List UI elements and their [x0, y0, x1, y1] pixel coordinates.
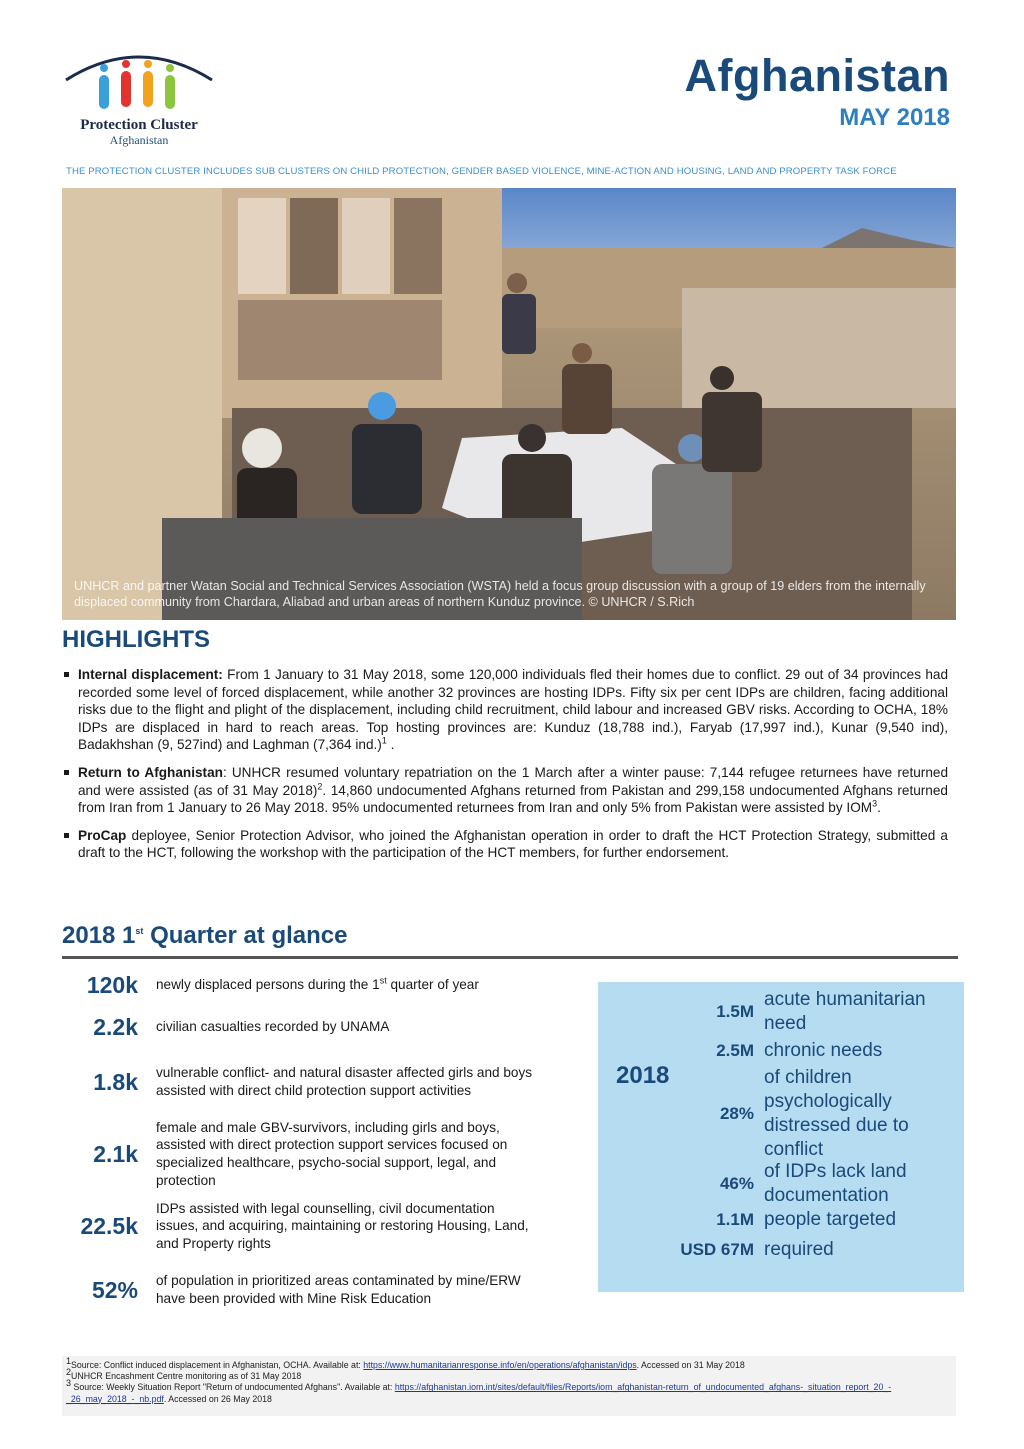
- page-title: Afghanistan: [684, 50, 950, 101]
- box-text: required: [764, 1239, 834, 1260]
- stat-row: [62, 1054, 562, 1110]
- highlight-label: Internal displacement:: [78, 667, 223, 682]
- quarter-title: [62, 922, 348, 950]
- quarter-title-post: Quarter at glance: [143, 922, 348, 949]
- stat-description: [156, 976, 536, 994]
- stat-value: 52%: [91, 1276, 138, 1303]
- cover-photo: [62, 188, 956, 620]
- stat-row: [62, 1262, 562, 1318]
- footnote-ref: 3: [872, 798, 878, 809]
- stat-description: civilian casualties recorded by UNAMA: [156, 1019, 390, 1035]
- footnote-2: $^2$UNHCR Encashment Centre monitoring as of 31 May 2018: [66, 1367, 302, 1382]
- box-row: [598, 1039, 964, 1063]
- box-row: [598, 1208, 964, 1232]
- highlight-text-tail: . 14,860 undocumented Afghans returned from Pakistan and 299,158 undocumented Afghans returned from Iran from 1 January to 26 May 2018. 95% undocumented returnees from Iran and only 5% from Pakistan were assisted by IOM: [78, 782, 948, 816]
- box-value: 28%: [719, 1104, 754, 1123]
- stat-row: [62, 1118, 562, 1190]
- logo-subname: Afghanistan: [109, 133, 169, 147]
- box-value: 2.5M: [716, 1041, 754, 1060]
- stat-description: vulnerable conflict- and natural disaster affected girls and boys assisted with direct child protection support activities: [156, 1065, 533, 1098]
- stat-desc-text: quarter of year: [386, 977, 479, 993]
- stat-value: 120k: [86, 971, 138, 998]
- highlight-text-tail: .: [877, 800, 881, 816]
- footnote-3: $^3$ Source: Weekly Situation Report "Return of undocumented Afghans". Available at: https://afghanistan.iom.int/sites/default/files/Reports/iom_afghanistan-return_of_undocumented_afghans-_situation_report_20_-_26_may_2018_-_nb.pdf. Accessed on 26 May 2018: [66, 1378, 892, 1404]
- stat-value: 2.2k: [93, 1013, 138, 1040]
- report-date: MAY 2018: [839, 104, 950, 131]
- stat-value: 1.8k: [93, 1068, 138, 1095]
- protection-cluster-logo: [62, 44, 216, 150]
- highlight-text: From 1 January to 31 May 2018, some 120,000 individuals fled their homes due to conflict. 29 out of 34 provinces had recorded some level of forced displacement, while another 32 provinces are hosting IDPs. Fifty six per cent IDPs are children, facing additional risks due to the flight and plight of the displacement, including child recruitment, child labour and increased GBV risks. According to OCHA, 18% IDPs are displaced in hard to reach areas. Top hosting provinces are: Kunduz (18,788 ind.), Faryab (17,997 ind.), Kunar (9,540 ind), Badakhshan (9, 527ind) and Laghman (7,364 ind.): [78, 667, 948, 753]
- logo-figures-icon: [62, 44, 216, 118]
- photo-scene: [62, 188, 956, 620]
- quarter-title-sup: st: [135, 926, 144, 936]
- highlights-list: [62, 666, 948, 872]
- photo-caption: UNHCR and partner Watan Social and Technical Services Association (WSTA) held a focus group discussion with a group of 19 elders from the internally displaced community from Chardara, Aliabad and urban areas of northern Kunduz province. © UNHCR / S.Rich: [74, 579, 926, 609]
- stat-description: female and male GBV-survivors, including girls and boys, assisted with direct protection support services focused on specialized healthcare, psycho-social support, legal, and protection: [156, 1119, 508, 1188]
- stat-desc-text: newly displaced persons during the 1: [156, 977, 380, 993]
- footnote-link[interactable]: https://www.humanitarianresponse.info/en/operations/afghanistan/idps: [363, 1360, 637, 1370]
- stat-description: IDPs assisted with legal counselling, civil documentation issues, and acquiring, maintaining or restoring Housing, Land, and Property rights: [156, 1200, 529, 1251]
- stat-desc-sup: st: [379, 975, 387, 986]
- box-row: [598, 1066, 964, 1162]
- highlight-text: deployee, Senior Protection Advisor, who joined the Afghanistan operation in order to draft the HCT Protection Strategy, submitted a draft to the HCT, following the workshop with the participation of the HCT members, for further endorsement.: [78, 827, 948, 861]
- stat-row: [62, 1198, 562, 1254]
- highlight-label: Return to Afghanistan: [78, 764, 223, 780]
- box-row: [598, 988, 964, 1036]
- box-row: [598, 1238, 964, 1262]
- box-value: 46%: [719, 1174, 754, 1193]
- stat-description: of population in prioritized areas contaminated by mine/ERW have been provided with Mine Risk Education: [156, 1273, 521, 1306]
- footnote-text: Source: Conflict induced displacement in Afghanistan, OCHA. Available at:: [71, 1360, 364, 1370]
- footnote-text: . Accessed on 26 May 2018: [163, 1393, 272, 1404]
- highlight-label: ProCap: [78, 827, 127, 843]
- footnote-ref: 1: [381, 735, 387, 746]
- box-value: USD 67M: [680, 1240, 754, 1259]
- stat-value: 2.1k: [93, 1140, 138, 1167]
- stat-row: [62, 970, 562, 1000]
- quarter-title-pre: 2018 1: [62, 922, 136, 949]
- footnote-text: UNHCR Encashment Centre monitoring as of 31 May 2018: [71, 1371, 302, 1382]
- cluster-tagline: THE PROTECTION CLUSTER INCLUDES SUB CLUSTERS ON CHILD PROTECTION, GENDER BASED VIOLENCE, MINE-ACTION AND HOUSING, LAND AND PROPERTY TASK FORCE: [66, 166, 897, 177]
- highlight-internal-displacement: [62, 666, 948, 754]
- footnote-1: $^1$Source: Conflict induced displacement in Afghanistan, OCHA. Available at: https://www.humanitarianresponse.info/en/operations/afghanistan/idps. Accessed on 31 May 2018: [66, 1356, 745, 1370]
- box-year: 2018: [616, 1062, 670, 1089]
- section-divider: [62, 956, 958, 959]
- footnotes: [62, 1356, 956, 1416]
- stat-row: [62, 1012, 562, 1042]
- box-row: [598, 1160, 964, 1208]
- highlight-return: [62, 764, 948, 817]
- footnote-text: Source: Weekly Situation Report "Return of undocumented Afghans". Available at:: [73, 1382, 395, 1393]
- highlight-text: : UNHCR resumed voluntary repatriation on the 1 March after a winter pause: 7,144 refugee returnees have returned and were assisted (as of 31 May 2018): [78, 764, 948, 798]
- highlights-title: HIGHLIGHTS: [62, 626, 210, 653]
- box-text: of children psychologically distressed due to conflict: [764, 1067, 909, 1160]
- footnote-link[interactable]: https://afghanistan.iom.int/sites/default/files/Reports/iom_afghanistan-return_of_undocumented_afghans-_situation_report_20_-_26_may_2018_-_nb.pdf: [66, 1382, 892, 1404]
- needs-summary-box: [598, 982, 964, 1292]
- box-text: chronic needs: [764, 1040, 883, 1061]
- footnote-text: . Accessed on 31 May 2018: [636, 1360, 745, 1370]
- box-text: people targeted: [764, 1209, 897, 1230]
- box-value: 1.5M: [716, 1002, 754, 1021]
- highlight-text-tail: .: [386, 737, 395, 753]
- highlight-procap: [62, 827, 948, 862]
- box-text: acute humanitarian need: [764, 989, 926, 1034]
- logo-name: Protection Cluster: [80, 117, 198, 133]
- footnote-ref: 2: [317, 781, 323, 792]
- stat-value: 22.5k: [80, 1212, 138, 1239]
- box-text: of IDPs lack land documentation: [764, 1161, 907, 1206]
- box-value: 1.1M: [716, 1210, 754, 1229]
